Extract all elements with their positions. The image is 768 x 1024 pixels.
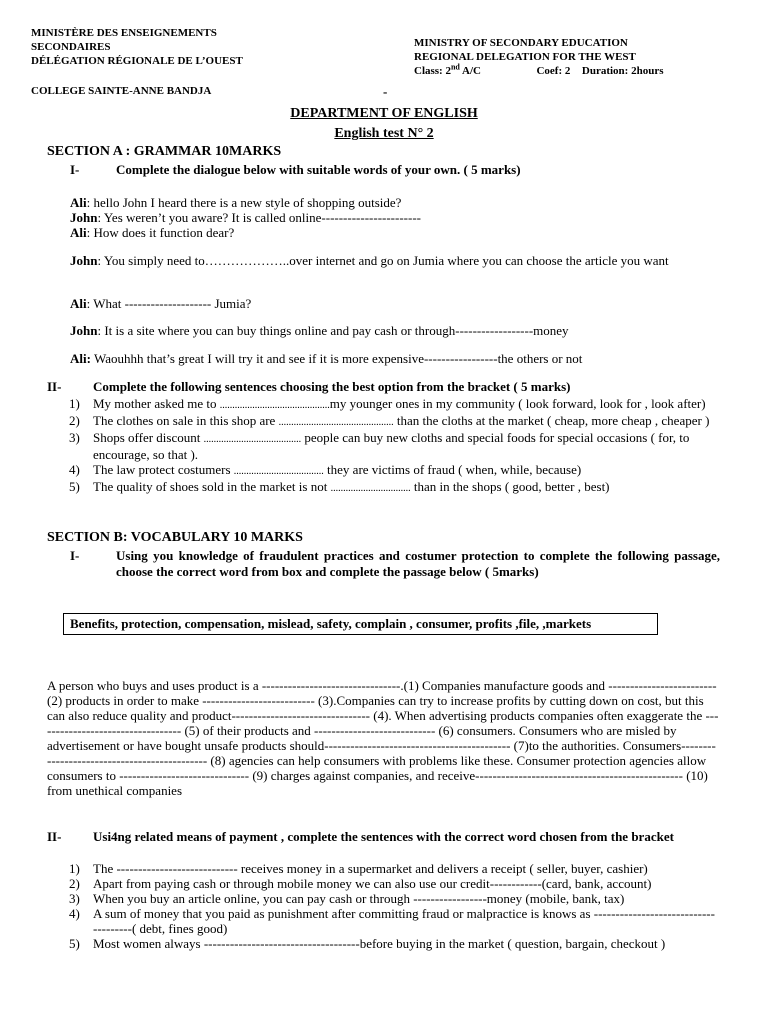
coef: Coef: 2 bbox=[536, 65, 571, 77]
header-right-line2: REGIONAL DELEGATION FOR THE WEST bbox=[414, 51, 636, 63]
test-title: English test N° 2 bbox=[334, 126, 434, 141]
section-b-q1-num: I- bbox=[70, 548, 80, 563]
list-item: 1) The ---------------------------- receives money in a supermarket and delivers a receipt ( seller, buyer, cashier) bbox=[69, 861, 648, 876]
section-b-q2-list bbox=[47, 861, 719, 951]
class-rest: A/C bbox=[459, 65, 481, 77]
section-a-q2-num: II- bbox=[47, 379, 62, 394]
department-title: DEPARTMENT OF ENGLISH bbox=[290, 106, 478, 121]
section-b-q2-instruction: Usi4ng related means of payment , complete the sentences with the correct word chosen from the bracket bbox=[93, 829, 674, 844]
list-item: 4) The law protect costumers .................................... they are victims of fraud ( when, while, because) bbox=[69, 462, 582, 477]
dialogue-line: John: Yes weren’t you aware? It is called online----------------------- bbox=[70, 210, 421, 225]
class-info bbox=[414, 64, 663, 78]
header-left-line1: MINISTÈRE DES ENSEIGNEMENTS bbox=[31, 27, 217, 39]
list-item: 5) The quality of shoes sold in the market is not ................................ than in the shops ( good, better , best) bbox=[69, 479, 610, 494]
header-left-line3: DÉLÉGATION RÉGIONALE DE L’OUEST bbox=[31, 55, 243, 67]
list-item: 5) Most women always ------------------------------------before buying in the market ( question, bargain, checkout ) bbox=[69, 936, 666, 951]
dialogue-line: Ali: hello John I heard there is a new style of shopping outside? bbox=[70, 195, 402, 210]
duration: Duration: 2hours bbox=[581, 65, 664, 77]
class-label: Class: 2 bbox=[414, 65, 451, 77]
dialogue-line: Ali: Waouhhh that’s great I will try it and see if it is more expensive-----------------the others or not bbox=[70, 351, 583, 366]
section-b-q2-num: II- bbox=[47, 829, 62, 844]
dash-mark: - bbox=[383, 84, 388, 99]
section-a-q2-list bbox=[47, 396, 717, 496]
list-item: 3) Shops offer discount ....................................... people can buy new cloths and special foods for special occasions ( for, to encourage, so that ). bbox=[69, 430, 690, 462]
section-a-title: SECTION A : GRAMMAR 10MARKS bbox=[47, 144, 282, 159]
dialogue-line: John: You simply need to………………..over internet and go on Jumia where you can choose the article you want bbox=[70, 253, 669, 268]
dialogue bbox=[70, 195, 720, 240]
list-item: 2) The clothes on sale in this shop are .............................................. than the cloths at the market ( cheap, more cheap , cheaper ) bbox=[69, 413, 710, 428]
section-a-q1-instruction: Complete the dialogue below with suitable words of your own. ( 5 marks) bbox=[116, 162, 521, 177]
list-item: 4) A sum of money that you paid as punishment after committing fraud or malpractice is knows as -------------------------------------( debt, fines good) bbox=[69, 906, 715, 936]
list-item: 3) When you buy an article online, you can pay cash or through -----------------money (mobile, bank, tax) bbox=[69, 891, 625, 906]
dialogue-line: Ali: What -------------------- Jumia? bbox=[70, 296, 252, 311]
dialogue-line: John: It is a site where you can buy things online and pay cash or through------------------money bbox=[70, 323, 569, 338]
section-a-q2-instruction: Complete the following sentences choosing the best option from the bracket ( 5 marks) bbox=[93, 379, 571, 394]
section-b-title: SECTION B: VOCABULARY 10 MARKS bbox=[47, 530, 303, 545]
list-item: 2) Apart from paying cash or through mobile money we can also use our credit------------(card, bank, account) bbox=[69, 876, 652, 891]
header-left bbox=[31, 26, 243, 68]
dialogue-line: Ali: How does it function dear? bbox=[70, 225, 235, 240]
class-sup: nd bbox=[450, 62, 460, 72]
word-box: Benefits, protection, compensation, mislead, safety, complain , consumer, profits ,file, ,markets bbox=[63, 613, 658, 635]
list-item: 1) My mother asked me to ............................................my younger ones in my community ( look forward, look for , look after) bbox=[69, 396, 706, 411]
section-b-q1-instruction: Using you knowledge of fraudulent practices and costumer protection to complete the following passage, choose the correct word from box and complete the passage below ( 5marks) bbox=[116, 548, 720, 579]
header-right-line1: MINISTRY OF SECONDARY EDUCATION bbox=[414, 37, 628, 49]
school-name: COLLEGE SAINTE-ANNE BANDJA bbox=[31, 85, 212, 97]
section-a-q1-num: I- bbox=[70, 162, 80, 177]
header-right bbox=[414, 36, 663, 78]
header-left-line2: SECONDAIRES bbox=[31, 41, 111, 53]
passage: A person who buys and uses product is a --------------------------------.(1) Companies manufacture goods and ------------------------- (2) products in order to make -------------------------- (3).Companies can try to increase profits by cutting down on cost, but this can also reduce quality and product-------------------------------- (4). When advertising products companies often exaggerate the ---------------------------------- (5) of their products and ---------------------------- (6) consumers. Consumers who are misled by advertisement or have bought unsafe products should------------------------------------------- (7)to the authorities. Consumers--------------------------------------------- (8) agencies can help consumers with problems like these. Consumer protection agencies allow consumers to ------------------------------ (9) charges against companies, and receive------------------------------------------------ (10) from unethical companies bbox=[47, 678, 719, 798]
